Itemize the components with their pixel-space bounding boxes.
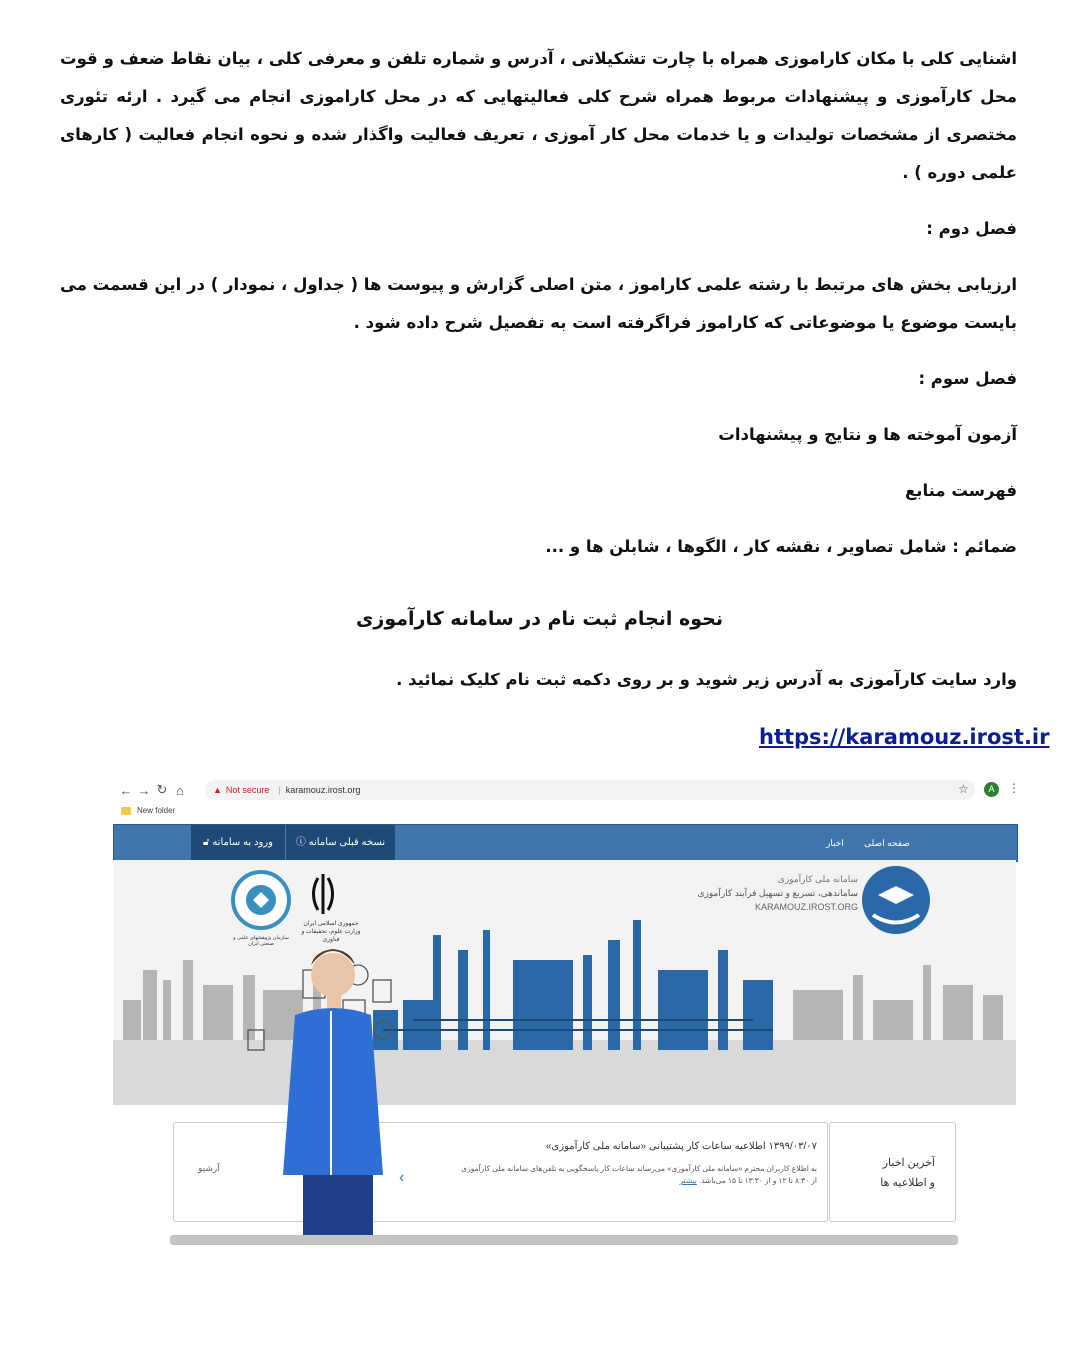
avatar[interactable]: A: [984, 782, 999, 797]
horizontal-scrollbar[interactable]: [170, 1235, 958, 1245]
karamouz-logo-icon: [862, 866, 930, 934]
site-navbar: [113, 824, 1018, 862]
reload-icon[interactable]: ↻: [156, 782, 168, 797]
student-illustration: [273, 935, 403, 1245]
hero-banner: [113, 860, 1016, 1105]
ministry-caption: جمهوری اسلامی ایران وزارت علوم، تحقیقات و فناوری: [301, 921, 361, 943]
heading-chapter3: فصل سوم :: [918, 369, 1017, 388]
karamouz-link[interactable]: https://karamouz.irost.ir: [759, 725, 1050, 749]
section-title: نحوه انجام ثبت نام در سامانه کارآموزی: [356, 608, 723, 630]
news-title[interactable]: ۱۳۹۹/۰۳/۰۷ اطلاعیه ساعات کار پشتیبانی «سامانه ملی کارآموزی»: [545, 1141, 817, 1152]
menu-icon[interactable]: ⋮: [1008, 781, 1020, 795]
chevron-left-icon[interactable]: ‹: [399, 1169, 405, 1186]
line-references: فهرست منابع: [904, 481, 1017, 500]
line-appendix: ضمائم : شامل تصاویر ، نقشه کار ، الگوها ، شابلن ها و ...: [545, 537, 1017, 556]
paragraph-chapter1: اشنایی کلی با مکان کاراموزی همراه با چارت تشکیلاتی ، آدرس و شماره تلفن و معرفی کلی ، بیان نقاط ضعف و قوت محل کارآموزی و پیشنهادات مربوط همراه شرح کلی فعالیتهایی که در محل کاراموزی انجام می گیرد . ارئه تئوری مختصری از مشخصات تولیدات و یا خدمات محل کار آموزی ، تعریف فعالیت واگذار شده و نحوه انجام فعالیت ( کارهای علمی دوره ) .: [60, 49, 1017, 182]
brand-block: [688, 874, 858, 912]
document-body: [60, 40, 1017, 566]
brand-domain: KARAMOUZ.IROST.ORG: [754, 902, 858, 912]
lock-icon: 🔓︎: [203, 837, 210, 848]
latest-news-box: [829, 1122, 956, 1222]
nav-home[interactable]: صفحه اصلی: [864, 838, 910, 848]
news-body: به اطلاع کاربران محترم «سامانه ملی کارآموزی» می‌رساند ساعات کار پاسخگویی به تلفن‌های سامانه ملی کارآموزی از ۸:۳۰ تا ۱۲ و از ۱۳:۳۰ تا ۱۵ می‌باشد. بیشتر: [461, 1164, 817, 1185]
back-icon[interactable]: ←: [119, 782, 133, 798]
forward-icon[interactable]: →: [137, 782, 151, 798]
star-icon[interactable]: ☆: [958, 782, 969, 796]
home-icon[interactable]: ⌂: [176, 782, 184, 798]
line-exam: آزمون آموخته ها و نتایج و پیشنهادات: [718, 425, 1017, 444]
embedded-screenshot: [113, 775, 1018, 1245]
address-text: karamouz.irost.org: [285, 785, 361, 795]
pipe-lines: [383, 1020, 773, 1030]
bookmarks-bar: [121, 806, 175, 815]
ministry-emblem-icon: [314, 874, 333, 914]
latest-news-label: آخرین اخبار و اطلاعیه ها: [880, 1157, 935, 1189]
paragraph-chapter2: ارزیابی بخش های مرتبط با رشته علمی کاراموز ، متن اصلی گزارش و پیوست ها ( جداول ، نمودار ) در این قسمت می بایست موضوع یا موضوعاتی که کاراموز فراگرفته است به تفصیل شرح داده شود .: [60, 275, 1017, 332]
folder-icon: [121, 807, 131, 815]
info-icon: ⓘ: [295, 837, 306, 848]
right-factory-silhouette: [793, 965, 1003, 1040]
nav-news[interactable]: اخبار: [826, 838, 844, 848]
not-secure-label: Not secure: [225, 785, 270, 795]
intro-text: وارد سایت کارآموزی به آدرس زیر شوید و بر روی دکمه ثبت نام کلیک نمائید .: [396, 670, 1017, 689]
industrial-illustration: [113, 860, 1016, 1105]
login-button[interactable]: ورود به سامانه 🔓︎: [191, 825, 286, 861]
old-version-button[interactable]: نسخه قبلی سامانه ⓘ: [295, 837, 386, 848]
irost-caption: سازمان پژوهشهای علمی و صنعتی ایران: [233, 935, 289, 947]
heading-chapter2: فصل دوم :: [926, 219, 1017, 238]
irost-seal-icon: [233, 872, 289, 928]
news-panel: [173, 1122, 828, 1222]
brand-name: سامانه ملی کارآموزی: [777, 874, 858, 884]
brand-tagline: ساماندهی، تسریع و تسهیل فرآیند کارآموزی: [697, 888, 858, 898]
more-link[interactable]: بیشتر: [679, 1176, 697, 1185]
warning-icon: ▲: [213, 785, 222, 795]
archive-link[interactable]: آرشیو: [198, 1163, 220, 1173]
address-bar[interactable]: ▲ Not secure | karamouz.irost.org: [205, 780, 975, 800]
bookmark-folder[interactable]: New folder: [137, 806, 176, 815]
